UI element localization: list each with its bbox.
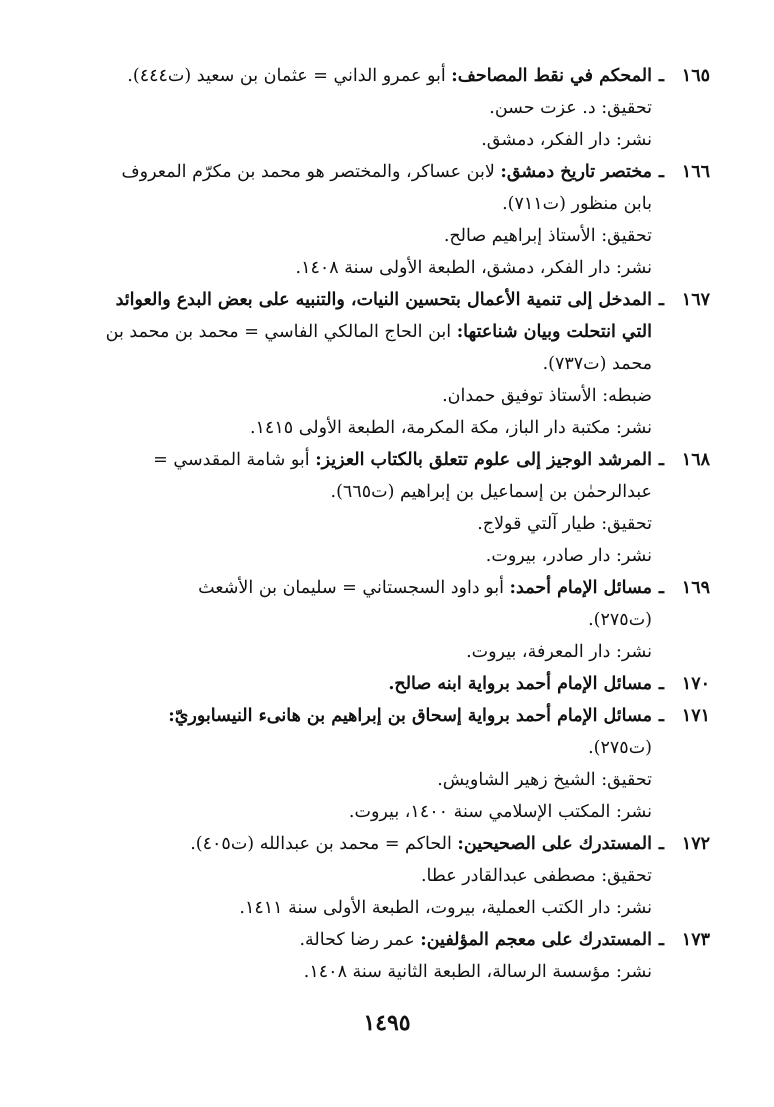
entry-detail: نشر: المكتب الإسلامي سنة ١٤٠٠، بيروت. (348, 802, 652, 822)
bibliography-entry (58, 828, 710, 924)
entry-detail: نشر: مؤسسة الرسالة، الطبعة الثانية سنة ١٤٠٨. (303, 962, 652, 982)
entry-detail: نشر: دار الكتب العملية، بيروت، الطبعة الأولى سنة ١٤١١. (239, 898, 652, 918)
entry-detail: نشر: دار صادر، بيروت. (485, 546, 652, 566)
entry-detail: نشر: دار الفكر، دمشق. (481, 130, 652, 150)
entry-author-continuation: (ت٢٧٥). (588, 738, 652, 758)
entry-author: أبو عمرو الداني = عثمان بن سعيد (ت٤٤٤). (127, 66, 452, 86)
entry-author: لابن عساكر، والمختصر هو محمد بن مكرّم المعروف (121, 162, 501, 182)
entry-dash: ـ (658, 930, 664, 950)
entry-author: عمر رضا كحالة. (299, 930, 421, 950)
entry-dash: ـ (658, 834, 664, 854)
entry-first-line (58, 284, 710, 316)
entry-text (58, 924, 652, 956)
entry-detail: نشر: مكتبة دار الباز، مكة المكرمة، الطبعة الأولى ١٤١٥. (249, 418, 652, 438)
entry-author-continuation: ابن الحاج المالكي الفاسي = محمد بن محمد بن (105, 322, 457, 342)
entry-text (58, 60, 652, 92)
entry-detail: تحقيق: الأستاذ إبراهيم صالح. (443, 226, 652, 246)
entry-continuation (58, 476, 710, 508)
entry-detail: ضبطه: الأستاذ توفيق حمدان. (442, 386, 652, 406)
entry-continuation (58, 188, 710, 220)
entry-text (58, 156, 652, 188)
entry-first-line (58, 572, 710, 604)
entry-dash: ـ (658, 674, 664, 694)
bibliography-entry (58, 924, 710, 988)
entry-number: ١٦٩ (681, 578, 710, 598)
entry-title-continuation: التي انتحلت وبيان شناعتها: (456, 322, 652, 342)
entry-dash: ـ (658, 162, 664, 182)
entry-detail: تحقيق: د. عزت حسن. (489, 98, 652, 118)
bibliography-entry (58, 156, 710, 284)
entry-number: ١٦٧ (681, 290, 710, 310)
entry-title: مسائل الإمام أحمد: (509, 578, 652, 598)
entry-title: مختصر تاريخ دمشق: (500, 162, 652, 182)
page-number: ١٤٩٥ (363, 1010, 411, 1036)
entry-author-continuation: بابن منظور (ت٧١١). (502, 194, 652, 214)
entry-detail: تحقيق: طيار آلتي قولاج. (477, 514, 652, 534)
bibliography-entry (58, 60, 710, 156)
entry-title: المستدرك على الصحيحين: (457, 834, 652, 854)
entry-first-line (58, 60, 710, 92)
entry-detail: نشر: دار الفكر، دمشق، الطبعة الأولى سنة ١٤٠٨. (295, 258, 652, 278)
entry-first-line (58, 828, 710, 860)
entry-dash: ـ (658, 706, 664, 726)
entry-continuation: محمد (ت٧٣٧). (542, 354, 652, 374)
bibliography-entry (58, 284, 710, 444)
entry-title: المحكم في نقط المصاحف: (451, 66, 652, 86)
entry-text (58, 668, 652, 700)
entry-author: أبو شامة المقدسي = (153, 450, 316, 470)
entry-author: أبو داود السجستاني = سليمان بن الأشعث (198, 578, 510, 598)
entry-author: الحاكم = محمد بن عبدالله (ت٤٠٥). (190, 834, 458, 854)
entry-detail: نشر: دار المعرفة، بيروت. (466, 642, 652, 662)
entry-text (58, 572, 652, 604)
entry-continuation (58, 732, 710, 764)
entry-text (58, 444, 652, 476)
entry-title: مسائل الإمام أحمد برواية ابنه صالح. (388, 674, 652, 694)
entry-text (58, 284, 652, 316)
entry-text (58, 700, 652, 732)
entry-dash: ـ (658, 290, 664, 310)
bibliography-entry (58, 444, 710, 572)
entry-number: ١٧٠ (681, 674, 710, 694)
entry-first-line (58, 924, 710, 956)
entry-first-line (58, 668, 710, 700)
entry-number: ١٧٣ (681, 930, 710, 950)
entry-first-line (58, 156, 710, 188)
entry-title: مسائل الإمام أحمد برواية إسحاق بن إبراهيم بن هانىء النيسابوريّ: (168, 706, 652, 726)
entry-first-line (58, 700, 710, 732)
entry-dash: ـ (658, 66, 664, 86)
bibliography-entry (58, 572, 710, 668)
entry-number: ١٧٢ (681, 834, 710, 854)
entry-detail: تحقيق: الشيخ زهير الشاويش. (437, 770, 652, 790)
entry-title: المرشد الوجيز إلى علوم تتعلق بالكتاب العزيز: (315, 450, 652, 470)
entry-text (58, 828, 652, 860)
bibliography-entry (58, 668, 710, 700)
entry-number: ١٦٦ (681, 162, 710, 182)
entry-number: ١٦٥ (681, 66, 710, 86)
entry-author-continuation: (ت٢٧٥). (588, 610, 652, 630)
entry-number: ١٧١ (681, 706, 710, 726)
entry-number: ١٦٨ (681, 450, 710, 470)
entry-first-line (58, 444, 710, 476)
bibliography-list (58, 60, 710, 988)
entry-title: المستدرك على معجم المؤلفين: (420, 930, 652, 950)
entry-title: المدخل إلى تنمية الأعمال بتحسين النيات، والتنبيه على بعض البدع والعوائد (115, 290, 652, 310)
entry-continuation (58, 316, 710, 348)
entry-dash: ـ (658, 578, 664, 598)
entry-dash: ـ (658, 450, 664, 470)
entry-detail: تحقيق: مصطفى عبدالقادر عطا. (420, 866, 652, 886)
bibliography-entry (58, 700, 710, 828)
entry-author-continuation: عبدالرحمٰن بن إسماعيل بن إبراهيم (ت٦٦٥). (330, 482, 652, 502)
entry-continuation (58, 604, 710, 636)
